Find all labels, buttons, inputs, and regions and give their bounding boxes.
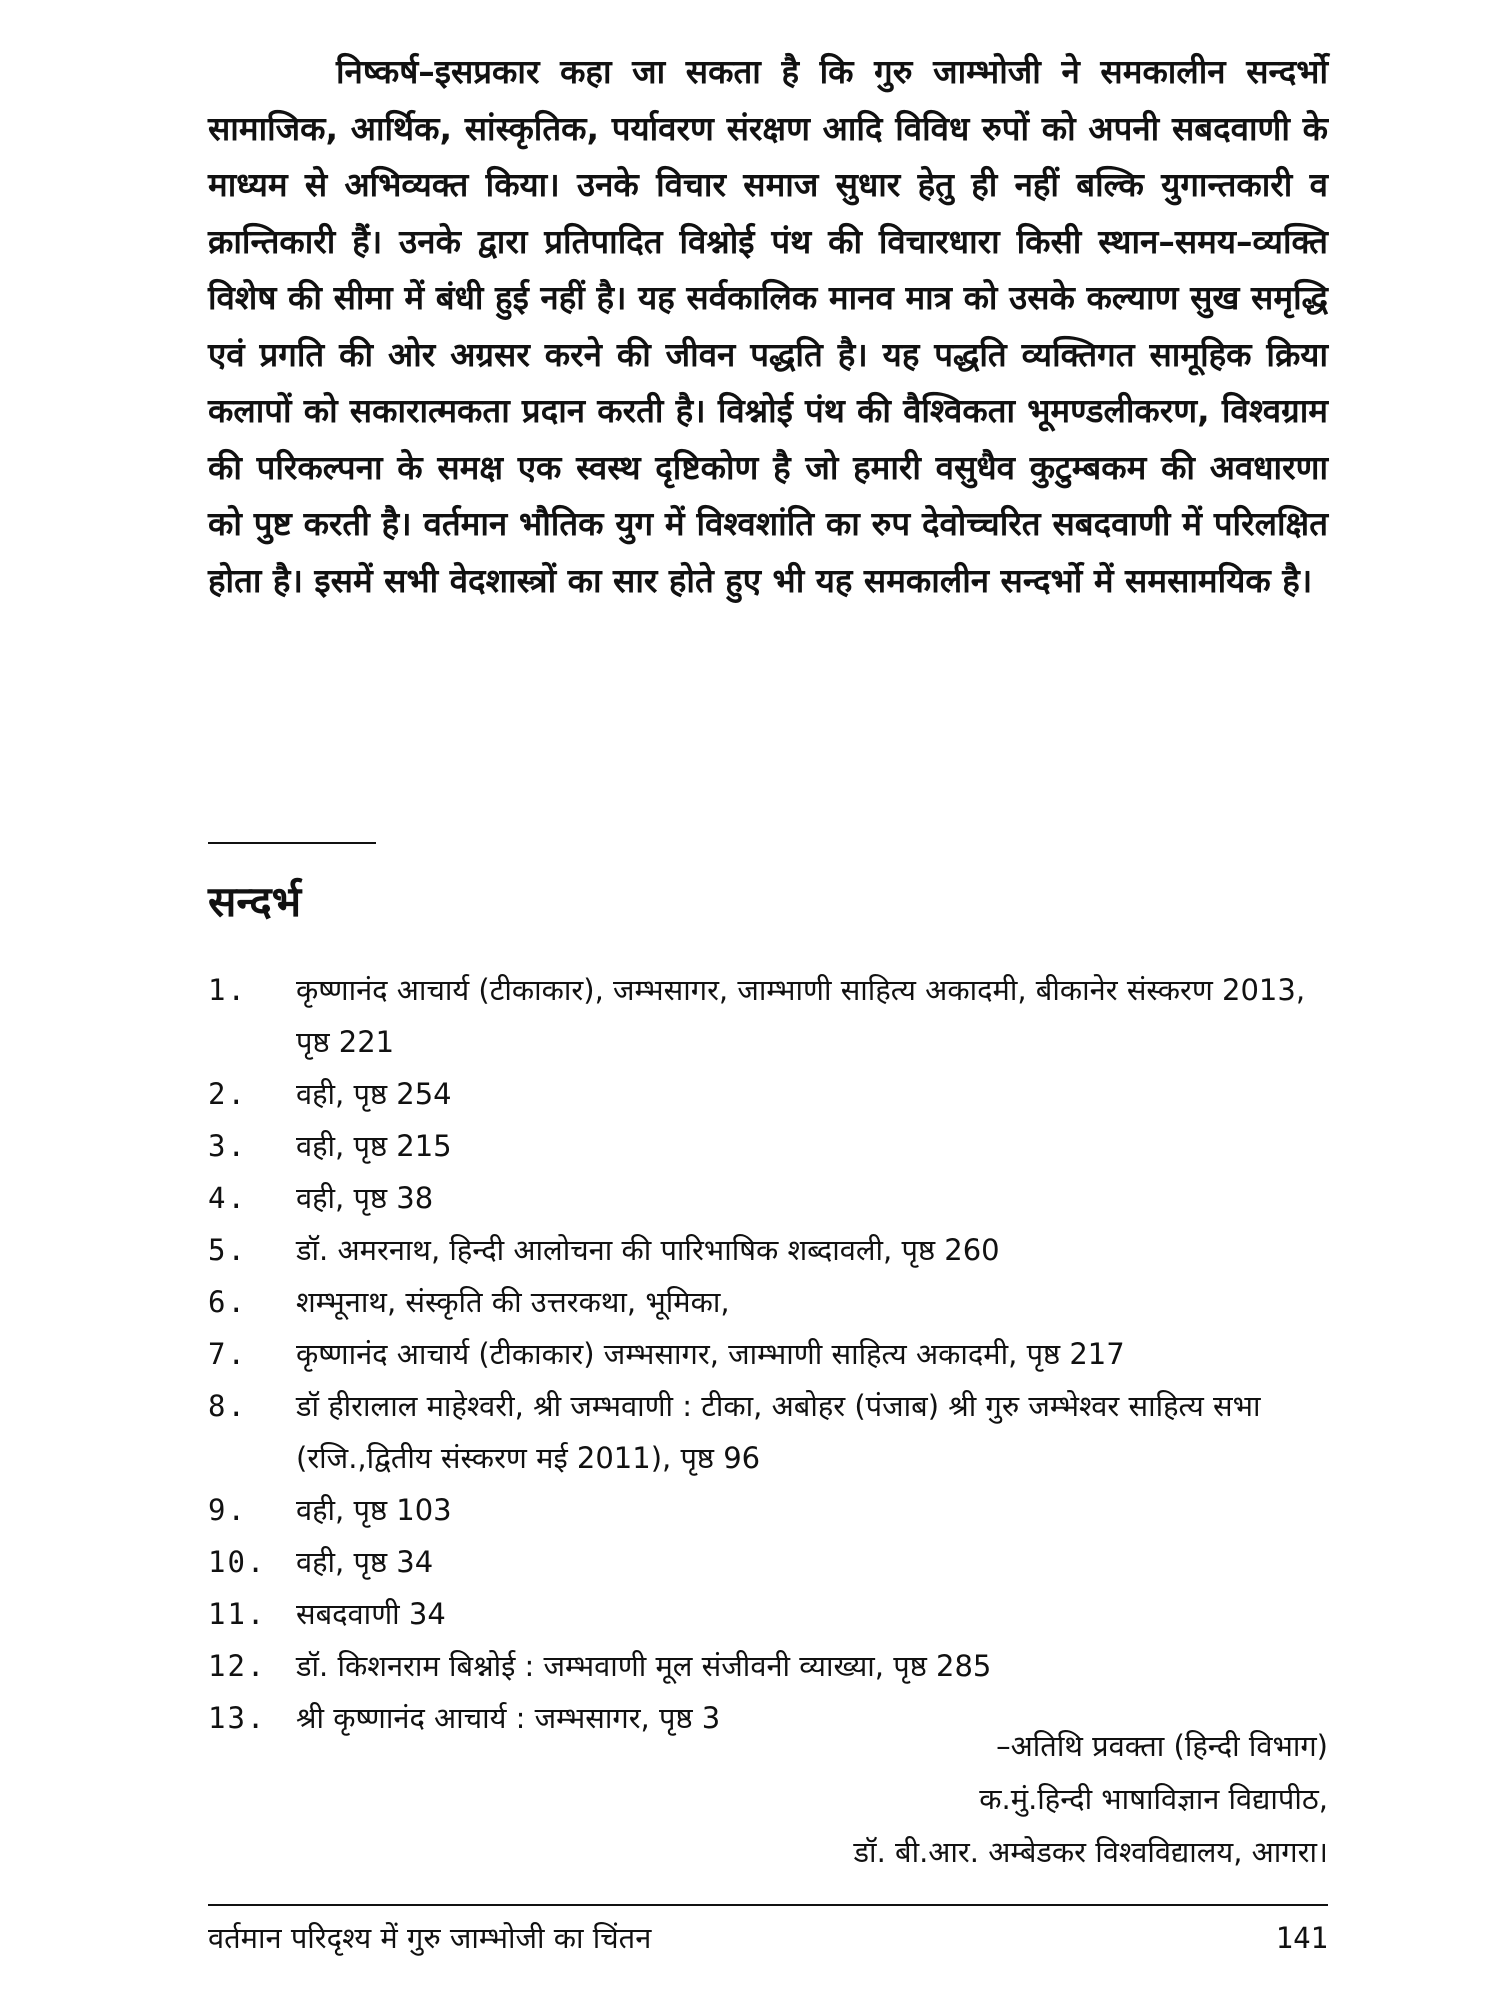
author-designation: –अतिथि प्रवक्ता (हिन्दी विभाग) bbox=[996, 1729, 1328, 1763]
footer-divider bbox=[208, 1904, 1328, 1906]
author-affiliation bbox=[854, 1720, 1328, 1879]
reference-text: वही, पृष्ठ 34 bbox=[296, 1545, 434, 1579]
reference-item bbox=[208, 964, 1328, 1068]
reference-item bbox=[208, 1588, 1328, 1640]
reference-text: कृष्णानंद आचार्य (टीकाकार) जम्भसागर, जाम्भाणी साहित्य अकादमी, पृष्ठ 217 bbox=[296, 1337, 1125, 1371]
reference-number: 13. bbox=[208, 1701, 267, 1735]
author-university: डॉ. बी.आर. अम्बेडकर विश्वविद्यालय, आगरा। bbox=[853, 1835, 1328, 1869]
references-list bbox=[208, 964, 1328, 1744]
reference-text: कृष्णानंद आचार्य (टीकाकार), जम्भसागर, जाम्भाणी साहित्य अकादमी, बीकानेर संस्करण 2013, पृष्ठ 221 bbox=[296, 973, 1306, 1059]
conclusion-paragraph: निष्कर्ष–इसप्रकार कहा जा सकता है कि गुरु जाम्भोजी ने समकालीन सन्दर्भो सामाजिक, आर्थिक, सांस्कृतिक, पर्यावरण संरक्षण आदि विविध रुपों को अपनी सबदवाणी के माध्यम से अभिव्यक्त किया। उनके विचार समाज सुधार हेतु ही नहीं बल्कि युगान्तकारी व क्रान्तिकारी हैं। उनके द्वारा प्रतिपादित विश्नोई पंथ की विचारधारा किसी स्थान–समय–व्यक्ति विशेष की सीमा में बंधी हुई नहीं है। यह सर्वकालिक मानव मात्र को उसके कल्याण सुख समृद्धि एवं प्रगति की ओर अग्रसर करने की जीवन पद्धति है। यह पद्धति व्यक्तिगत सामूहिक क्रिया कलापों को सकारात्मकता प्रदान करती है। विश्नोई पंथ की वैश्विकता भूमण्डलीकरण, विश्वग्राम की परिकल्पना के समक्ष एक स्वस्थ दृष्टिकोण है जो हमारी वसुधैव कुटुम्बकम की अवधारणा को पुष्ट करती है। वर्तमान भौतिक युग में विश्वशांति का रुप देवोच्चरित सबदवाणी में परिलक्षित होता है। इसमें सभी वेदशास्त्रों का सार होते हुए भी यह समकालीन सन्दर्भो में समसामयिक है। bbox=[208, 52, 1328, 600]
reference-number: 6. bbox=[208, 1285, 247, 1319]
reference-number: 4. bbox=[208, 1181, 247, 1215]
reference-number: 3. bbox=[208, 1129, 247, 1163]
reference-text: डॉ. किशनराम बिश्नोई : जम्भवाणी मूल संजीवनी व्याख्या, पृष्ठ 285 bbox=[296, 1649, 992, 1683]
reference-item bbox=[208, 1276, 1328, 1328]
running-footer-title: वर्तमान परिदृश्य में गुरु जाम्भोजी का चिंतन bbox=[208, 1921, 652, 1955]
reference-text: सबदवाणी 34 bbox=[296, 1597, 446, 1631]
reference-text: शम्भूनाथ, संस्कृति की उत्तरकथा, भूमिका, bbox=[296, 1285, 730, 1319]
reference-text: डॉ हीरालाल माहेश्वरी, श्री जम्भवाणी : टीका, अबोहर (पंजाब) श्री गुरु जम्भेश्वर साहित्य सभा (रजि.,द्वितीय संस्करण मई 2011), पृष्ठ 96 bbox=[296, 1389, 1261, 1475]
reference-item bbox=[208, 1068, 1328, 1120]
reference-text: वही, पृष्ठ 215 bbox=[296, 1129, 452, 1163]
reference-item bbox=[208, 1172, 1328, 1224]
reference-number: 10. bbox=[208, 1545, 267, 1579]
author-department: क.मुं.हिन्दी भाषाविज्ञान विद्यापीठ, bbox=[979, 1782, 1328, 1816]
reference-number: 8. bbox=[208, 1389, 247, 1423]
reference-number: 7. bbox=[208, 1337, 247, 1371]
page-number: 141 bbox=[1275, 1921, 1328, 1955]
reference-text: वही, पृष्ठ 38 bbox=[296, 1181, 434, 1215]
reference-text: डॉ. अमरनाथ, हिन्दी आलोचना की पारिभाषिक शब्दावली, पृष्ठ 260 bbox=[296, 1233, 1000, 1267]
reference-number: 12. bbox=[208, 1649, 267, 1683]
reference-text: श्री कृष्णानंद आचार्य : जम्भसागर, पृष्ठ 3 bbox=[296, 1701, 721, 1735]
reference-number: 2. bbox=[208, 1077, 247, 1111]
reference-item bbox=[208, 1380, 1328, 1484]
reference-text: वही, पृष्ठ 103 bbox=[296, 1493, 452, 1527]
reference-number: 1. bbox=[208, 973, 247, 1007]
reference-item bbox=[208, 1120, 1328, 1172]
reference-item bbox=[208, 1224, 1328, 1276]
reference-item bbox=[208, 1328, 1328, 1380]
section-divider bbox=[208, 842, 376, 844]
reference-text: वही, पृष्ठ 254 bbox=[296, 1077, 452, 1111]
reference-item bbox=[208, 1484, 1328, 1536]
reference-number: 5. bbox=[208, 1233, 247, 1267]
reference-item bbox=[208, 1536, 1328, 1588]
reference-number: 9. bbox=[208, 1493, 247, 1527]
reference-item bbox=[208, 1640, 1328, 1692]
references-heading: सन्दर्भ bbox=[208, 877, 302, 926]
reference-number: 11. bbox=[208, 1597, 267, 1631]
